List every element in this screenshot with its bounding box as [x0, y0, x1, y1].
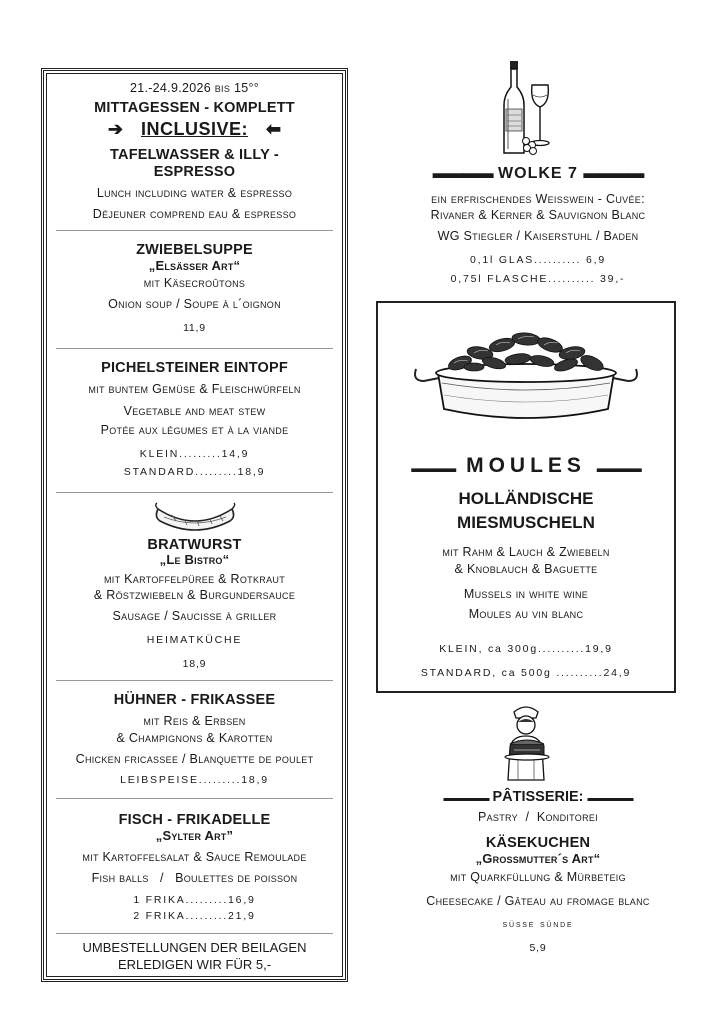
- kaesekuchen-subtitle: „Grossmutter´s Art“: [475, 851, 601, 866]
- zwiebel-trans: Onion soup / Soupe à l´oignon: [108, 297, 281, 311]
- pichel-desc: mit buntem Gemüse & Fleischwürfeln: [88, 382, 301, 396]
- wine-desc-1: ein erfrischendes Weisswein - Cuvée:: [431, 192, 645, 206]
- divider: [56, 798, 333, 799]
- wine-price-bottle: 0,75l FLASCHE.......... 39,-: [450, 273, 626, 285]
- moules-en: Mussels in white wine: [463, 587, 589, 601]
- lunch-fr: Déjeuner comprend eau & espresso: [92, 207, 297, 221]
- kaesekuchen-title: KÄSEKUCHEN: [485, 835, 591, 851]
- ornament-line: ▬▬▬▬: [583, 165, 644, 182]
- fisch-title: FISCH - FRIKADELLE: [118, 812, 271, 828]
- wine-bottle-icon: [496, 59, 558, 159]
- zwiebel-title: ZWIEBELSUPPE: [136, 242, 253, 258]
- drinks-line-2: ESPRESSO: [153, 164, 236, 180]
- inclusive-row: [44, 119, 345, 140]
- moules-sub-1: HOLLÄNDISCHE: [458, 489, 594, 508]
- sausage-illustration: [44, 499, 345, 538]
- fisch-subtitle: „Sylter Art”: [155, 828, 234, 843]
- patisserie-title-row: [380, 789, 696, 805]
- divider: [56, 492, 333, 493]
- wine-price-glass: 0,1l GLAS.......... 6,9: [470, 254, 606, 266]
- lunch-menu-panel: [41, 68, 348, 982]
- moules-title-row: [378, 454, 674, 478]
- moules-desc-1: mit Rahm & Lauch & Zwiebeln: [442, 545, 610, 559]
- zwiebel-price: 11,9: [183, 322, 206, 334]
- pichel-fr: Potée aux légumes et à la viande: [100, 423, 289, 437]
- huehner-trans: Chicken fricassee / Blanquette de poulet: [75, 752, 314, 766]
- fisch-price-1: 1 FRIKA.........16,9: [133, 894, 256, 906]
- wine-desc-2: Rivaner & Kerner & Sauvignon Blanc: [430, 208, 646, 222]
- moules-price-standard: STANDARD, ca 500g ..........24,9: [420, 667, 632, 679]
- wine-origin: WG Stiegler / Kaiserstuhl / Baden: [437, 229, 639, 243]
- ornament-line: ▬▬▬▬: [432, 165, 493, 182]
- fisch-desc: mit Kartoffelsalat & Sauce Remoulade: [82, 850, 307, 864]
- ornament-line: ▬▬▬▬▬: [443, 793, 489, 804]
- moules-desc-2: & Knoblauch & Baguette: [454, 562, 598, 576]
- fisch-price-2: 2 FRIKA.........21,9: [133, 910, 256, 922]
- huehner-title: HÜHNER - FRIKASSEE: [113, 692, 276, 708]
- wine-title: WOLKE 7: [498, 165, 578, 182]
- divider: [56, 348, 333, 349]
- pichel-price-standard: STANDARD.........18,9: [123, 466, 266, 478]
- bratwurst-desc-2: & Röstzwiebeln & Burgundersauce: [93, 588, 296, 602]
- pichel-price-small: KLEIN.........14,9: [139, 448, 250, 460]
- mussel-pan-illustration: [378, 323, 674, 432]
- ornament-line: ▬▬▬▬: [596, 461, 641, 475]
- ornament-line: ▬▬▬▬: [411, 461, 456, 475]
- baker-woman-icon: [496, 700, 556, 782]
- kaesekuchen-price: 5,9: [529, 942, 547, 954]
- bratwurst-subtitle: „Le Bistro“: [159, 552, 230, 567]
- divider: [56, 933, 333, 934]
- wine-illustration: [496, 59, 558, 164]
- wine-title-row: [380, 165, 696, 183]
- inclusive-label: INCLUSIVE:: [140, 119, 248, 139]
- bratwurst-desc-1: mit Kartoffelpüree & Rotkraut: [103, 572, 285, 586]
- fisch-trans: Fish balls / Boulettes de poisson: [91, 871, 298, 885]
- lunch-en: Lunch including water & espresso: [96, 186, 293, 200]
- lunch-title: MITTAGESSEN - KOMPLETT: [94, 100, 295, 116]
- kaesekuchen-desc: mit Quarkfüllung & Mürbeteig: [450, 870, 626, 884]
- huehner-desc-2: & Champignons & Karotten: [116, 731, 273, 745]
- moules-price-small: KLEIN, ca 300g..........19,9: [439, 643, 613, 655]
- zwiebel-subtitle: „Elsässer Art“: [148, 258, 241, 273]
- sausage-icon: [152, 499, 238, 533]
- patisserie-title: PÂTISSERIE:: [492, 789, 584, 805]
- divider: [56, 230, 333, 231]
- kaesekuchen-trans: Cheesecake / Gâteau au fromage blanc: [426, 894, 650, 908]
- baker-illustration: [496, 700, 556, 787]
- kaesekuchen-tag: süsse sünde: [502, 918, 574, 930]
- mussel-pan-icon: [410, 323, 642, 427]
- moules-box: [376, 301, 676, 693]
- bratwurst-tag: HEIMATKÜCHE: [146, 634, 243, 646]
- arrow-left-icon: ⬅: [266, 119, 282, 139]
- footer-line-2: ERLEDIGEN WIR FÜR 5,-: [117, 957, 272, 972]
- moules-title: MOULES: [466, 454, 586, 477]
- zwiebel-desc: mit Käsecroûtons: [143, 276, 246, 290]
- huehner-desc-1: mit Reis & Erbsen: [143, 714, 246, 728]
- bratwurst-price: 18,9: [182, 658, 207, 670]
- bratwurst-title: BRATWURST: [147, 537, 242, 553]
- ornament-line: ▬▬▬▬▬: [587, 793, 633, 804]
- pichel-title: PICHELSTEINER EINTOPF: [101, 360, 288, 376]
- pichel-en: Vegetable and meat stew: [123, 404, 266, 418]
- lunch-date: 21.-24.9.2026 bis 15°°: [129, 81, 260, 95]
- moules-sub-2: MIESMUSCHELN: [457, 513, 595, 532]
- footer-line-1: UMBESTELLUNGEN DER BEILAGEN: [82, 940, 307, 955]
- drinks-line-1: TAFELWASSER & ILLY -: [110, 147, 279, 163]
- arrow-right-icon: ➔: [107, 119, 123, 139]
- moules-fr: Moules au vin blanc: [468, 607, 584, 621]
- bratwurst-trans: Sausage / Saucisse à griller: [112, 609, 277, 623]
- patisserie-subtitle: Pastry / Konditorei: [477, 810, 599, 824]
- huehner-price: LEIBSPEISE.........18,9: [120, 774, 269, 786]
- divider: [56, 680, 333, 681]
